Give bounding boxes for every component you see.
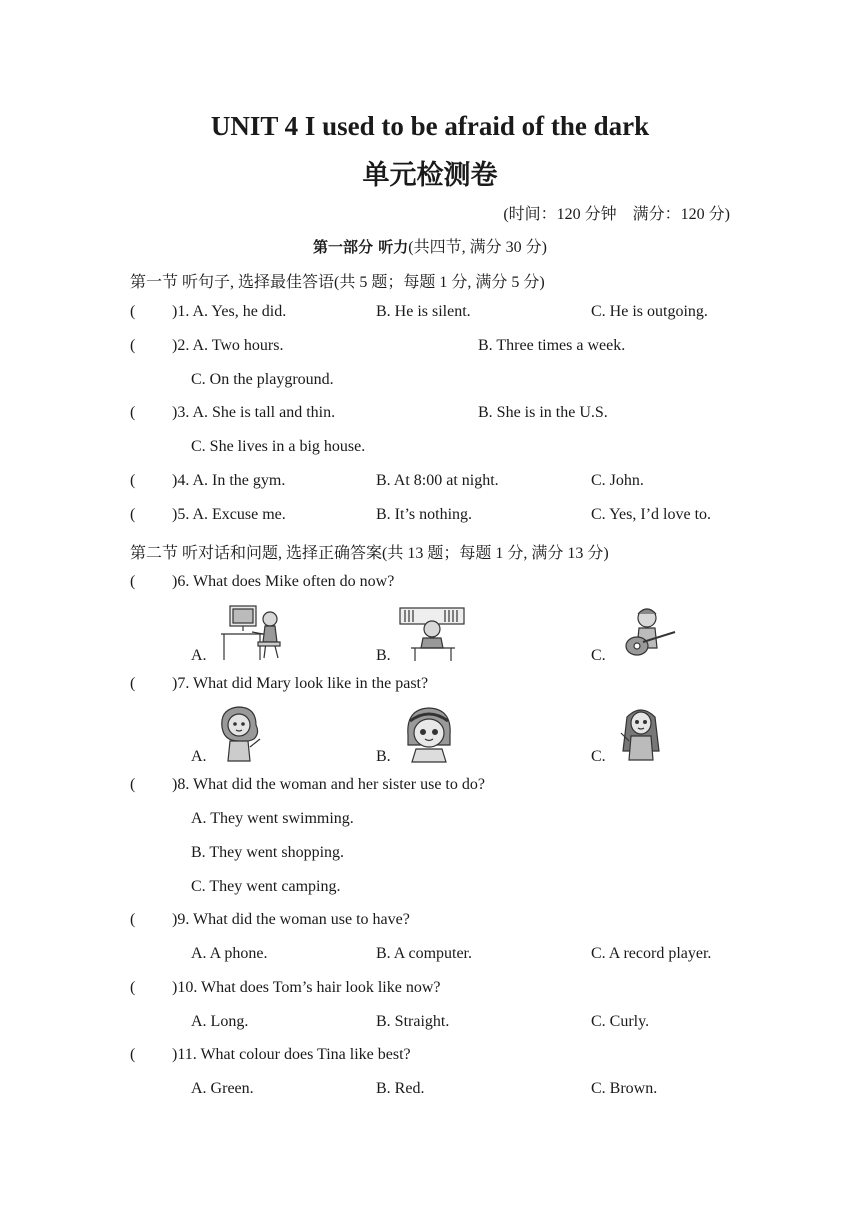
boy-at-computer-illustration: [218, 604, 286, 662]
answer-paren[interactable]: (: [130, 979, 136, 996]
boy-reading-at-bookshelf-illustration: [399, 606, 465, 662]
answer-paren[interactable]: (: [130, 337, 136, 354]
q4-stem: )4. A. In the gym.: [172, 472, 286, 489]
question-5: [130, 506, 286, 524]
q5-option-c: C. Yes, I’d love to.: [591, 506, 712, 523]
part-heading: [0, 234, 860, 257]
page-title: UNIT 4 I used to be afraid of the dark: [210, 111, 650, 141]
girl-short-hair-headband-illustration: [402, 705, 456, 763]
question-1: [130, 303, 286, 321]
question-10: [130, 979, 440, 997]
q4-option-b: B. At 8:00 at night.: [376, 472, 499, 489]
q11-option-a: A. Green.: [191, 1080, 254, 1097]
q4-option-c: C. John.: [591, 472, 644, 489]
q3-stem: )3. A. She is tall and thin.: [172, 404, 336, 421]
question-9: [130, 911, 410, 929]
girl-curly-hair-illustration: [216, 703, 266, 763]
question-3: [130, 404, 335, 422]
q2-option-b: B. Three times a week.: [478, 337, 626, 354]
section-1-heading: 第一节 听句子, 选择最佳答语(共 5 题；每题 1 分, 满分 5 分): [130, 274, 545, 291]
q10-option-c: C. Curly.: [591, 1013, 650, 1030]
q2-option-c: C. On the playground.: [191, 371, 334, 388]
q9-option-c: C. A record player.: [591, 945, 712, 962]
q6-option-a: A.: [191, 647, 207, 664]
boy-playing-guitar-illustration: [619, 604, 679, 662]
q11-option-c: C. Brown.: [591, 1080, 658, 1097]
question-11: [130, 1046, 411, 1064]
question-4: [130, 472, 285, 490]
q3-option-c: C. She lives in a big house.: [191, 438, 366, 455]
girl-long-straight-hair-illustration: [617, 703, 665, 761]
answer-paren[interactable]: (: [130, 911, 136, 928]
question-2: [130, 337, 283, 355]
q8-option-a: A. They went swimming.: [191, 810, 354, 827]
part-label: 第一部分 听力: [313, 238, 409, 256]
answer-paren[interactable]: (: [130, 472, 136, 489]
q7-option-b: B.: [376, 748, 391, 765]
q6-stem: )6. What does Mike often do now?: [172, 573, 395, 590]
question-7: [130, 675, 428, 693]
question-6: [130, 573, 394, 591]
q6-option-c: C.: [591, 647, 606, 664]
q1-stem: )1. A. Yes, he did.: [172, 303, 287, 320]
q7-stem: )7. What did Mary look like in the past?: [172, 675, 429, 692]
q7-option-a: A.: [191, 748, 207, 765]
q10-option-a: A. Long.: [191, 1013, 249, 1030]
q9-stem: )9. What did the woman use to have?: [172, 911, 410, 928]
q7-option-c: C.: [591, 748, 606, 765]
q8-option-c: C. They went camping.: [191, 878, 341, 895]
question-8: [130, 776, 485, 794]
answer-paren[interactable]: (: [130, 675, 136, 692]
q10-stem: )10. What does Tom’s hair look like now?: [172, 979, 441, 996]
q5-stem: )5. A. Excuse me.: [172, 506, 286, 523]
q8-stem: )8. What did the woman and her sister use to do?: [172, 776, 485, 793]
q9-option-b: B. A computer.: [376, 945, 472, 962]
q1-option-c: C. He is outgoing.: [591, 303, 708, 320]
q8-option-b: B. They went shopping.: [191, 844, 345, 861]
q11-stem: )11. What colour does Tina like best?: [172, 1046, 411, 1063]
section-2-heading: 第二节 听对话和问题, 选择正确答案(共 13 题；每题 1 分, 满分 13 分): [130, 545, 609, 562]
q11-option-b: B. Red.: [376, 1080, 425, 1097]
q10-option-b: B. Straight.: [376, 1013, 450, 1030]
q5-option-b: B. It’s nothing.: [376, 506, 473, 523]
answer-paren[interactable]: (: [130, 1046, 136, 1063]
answer-paren[interactable]: (: [130, 776, 136, 793]
q3-option-b: B. She is in the U.S.: [478, 404, 608, 421]
q2-stem: )2. A. Two hours.: [172, 337, 284, 354]
answer-paren[interactable]: (: [130, 303, 136, 320]
answer-paren[interactable]: (: [130, 573, 136, 590]
part-detail: (共四节, 满分 30 分): [408, 239, 547, 256]
q6-option-b: B.: [376, 647, 391, 664]
exam-meta: (时间：120 分钟 满分：120 分): [503, 206, 730, 223]
answer-paren[interactable]: (: [130, 404, 136, 421]
answer-paren[interactable]: (: [130, 506, 136, 523]
q9-option-a: A. A phone.: [191, 945, 268, 962]
page-subtitle: 单元检测卷: [362, 160, 498, 191]
q1-option-b: B. He is silent.: [376, 303, 471, 320]
